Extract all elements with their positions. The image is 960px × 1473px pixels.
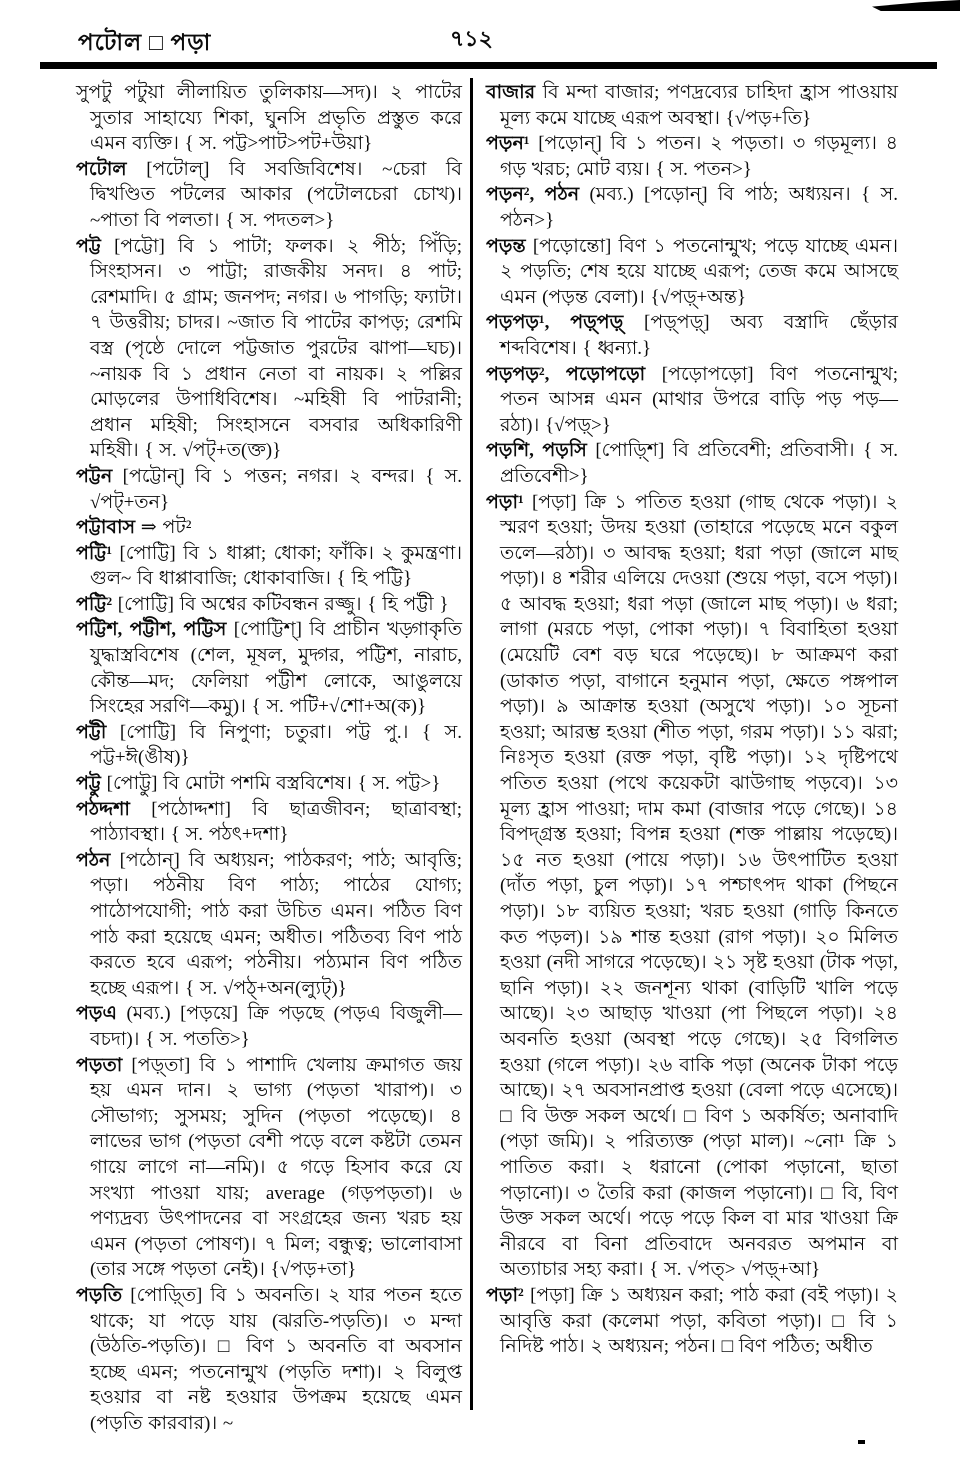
dictionary-entry — [76, 157, 462, 234]
entry-body: [পোট্টু] বি মোটা পশমি বস্ত্রবিশেষ। { স. পট্ট>} — [106, 773, 441, 795]
dictionary-entry — [486, 182, 898, 233]
entry-body: ⇒ পট² — [140, 517, 192, 539]
entry-headword: পট্টু — [76, 773, 101, 795]
scan-artifact-corner — [872, 0, 960, 11]
entry-headword: পড়ন¹ — [486, 133, 530, 155]
dictionary-entry — [486, 310, 898, 361]
entry-headword: পঠন — [76, 849, 111, 871]
entry-body: সুপটু পটুয়া লীলায়িত তুলিকায়—সদ)। ২ পাটের সুতার সাহায্যে শিকা, ঘুনসি প্রভৃতি প্রস্তুত করে এমন ব্যক্তি। { স. পট্ট>পাট>পট+উয়া} — [76, 82, 462, 155]
page-number: ৭১২ — [450, 26, 493, 51]
entry-body: [পড়া] ক্রি ১ অধ্যয়ন করা; পাঠ করা (বই পড়া)। ২ আবৃত্তি করা (কলেমা পড়া, কবিতা পড়া)। □ বি ১ নিদিষ্ট পাঠ। ২ অধ্যয়ন; পঠন। □ বিণ পঠিত; অধীত — [500, 1284, 898, 1358]
scan-artifact-speck — [858, 1440, 865, 1444]
entry-headword: পড়তা — [76, 1054, 123, 1076]
entry-headword: পড়পড়¹, পড়্পড়্ — [486, 312, 624, 334]
entry-body: (মব্য.) [পড়য়ে] ক্রি পড়ছে (পড়এ বিজুলী—বচদা)। { স. পততি>} — [90, 1003, 463, 1050]
entry-headword: পঠদ্দশা — [76, 798, 130, 820]
dictionary-entry — [76, 464, 462, 515]
entry-headword: পট্টিশ, পট্টীশ, পট্টিস — [76, 619, 227, 641]
entry-body: [পট্টো] বি ১ পাটা; ফলক। ২ পীঠ; পিঁড়ি; সিংহাসন। ৩ পাট্টা; রাজকীয় সনদ। ৪ পাট; রেশমাদি। ৫ গ্রাম; জনপদ; নগর। ৬ পাগড়ি; ফ্যাটা। ৭ উত্তরীয়; চাদর। ~জাত বি পাটের কাপড়; রেশমি বস্ত্র (পৃষ্ঠে দোলে পট্টজাত পুরটের ঝাপা—ঘচ)। ~নায়ক বি ১ প্রধান নেতা বা নায়ক। ২ পল্লির মোড়লের উপাধিবিশেষ। ~মহিষী বি পাটরানী; প্রধান মহিষী; সিংহাসনে বসবার অধিকারিণী মহিষী। { স. √পট্+ত(ক্ত)} — [90, 235, 462, 462]
right-column — [486, 80, 898, 1360]
entry-headword: পড়তি — [76, 1284, 123, 1306]
dictionary-entry — [486, 234, 898, 311]
entry-headword: পট্টাবাস — [76, 517, 136, 539]
dictionary-entry — [76, 797, 462, 848]
dictionary-entry — [486, 438, 898, 489]
running-head: পটোল □ পড়া — [78, 30, 212, 55]
dictionary-entry — [76, 541, 462, 592]
entry-body: [পড়োন্] বি ১ পতন। ২ পড়তা। ৩ গড়মূল্য। ৪ গড় খরচ; মোট ব্যয়। { স. পতন>} — [500, 133, 898, 180]
entry-headword: বাজার — [486, 82, 536, 103]
entry-body: [পড়োন্তো] বিণ ১ পতনোন্মুখ; পড়ে যাচ্ছে এমন। ২ পড়তি; শেষ হয়ে যাচ্ছে এরূপ; তেজ কমে আসছে এমন (পড়ন্ত বেলা)। {√পড়্+অন্ত} — [500, 235, 899, 308]
entry-body: [পোট্টি] বি নিপুণা; চতুরা। পট্ট পু.। { স. পট্ট+ঈ(ঙীষ)} — [90, 721, 462, 769]
left-column — [76, 80, 462, 1436]
entry-body: [পট্টোন্] বি ১ পত্তন; নগর। ২ বন্দর। { স. √পট্+তন} — [90, 465, 463, 513]
dictionary-entry — [486, 80, 898, 131]
entry-body: [পোট্টি] বি অশ্বের কটিবন্ধন রজ্জু। { হি পট্টী } — [117, 593, 449, 615]
dictionary-entry — [486, 1283, 898, 1360]
dictionary-entry — [76, 1001, 462, 1052]
entry-headword: পট্টি² — [76, 593, 113, 615]
entry-body: [পড়্তা] বি ১ পাশাদি খেলায় ক্রমাগত জয় হয় এমন দান। ২ ভাগ্য (পড়তা খারাপ)। ৩ সৌভাগ্য; সুসময়; সুদিন (পড়তা পড়েছে)। ৪ লাভের ভাগ (পড়তা বেশী পড়ে বলে কষ্টটা তেমন গায়ে লাগে না—নমি)। ৫ গড়ে হিসাব করে যে সংখ্যা পাওয়া যায়; average (গড়পড়তা)। ৬ পণ্যদ্রব্য উৎপাদনের বা সংগ্রহের জন্য খরচ হয় এমন (পড়তা পোষণ)। ৭ মিল; বন্ধুত্ব; ভালোবাসা (তার সঙ্গে পড়তা নেই)। {√পড়+তা} — [90, 1054, 462, 1281]
entry-body: [পঠোন্] বি অধ্যয়ন; পাঠকরণ; পাঠ; আবৃত্তি; পড়া। পঠনীয় বিণ পাঠ্য; পাঠের যোগ্য; পাঠোপযোগী; পাঠ করা উচিত এমন। পঠিত বিণ পাঠ করা হয়েছে এমন; অধীত। পঠিতব্য বিণ পাঠ করতে হবে এরূপ; পঠনীয়। পঠ্যমান বিণ পঠিত হচ্ছে এরূপ। { স. √পঠ্+অন(ল্যুট্)} — [90, 849, 462, 999]
entry-body: (মব্য.) [পড়োন্] বি পাঠ; অধ্যয়ন। { স. পঠন>} — [500, 184, 898, 231]
entry-headword: পড়া¹ — [486, 491, 524, 513]
entry-body: [পড়োপড়ো] বিণ পতনোন্মুখ; পতন আসন্ন এমন (মাথার উপরে বাড়ি পড় পড়—রঠা)। {√পড়্>} — [500, 363, 899, 436]
dictionary-entry — [76, 771, 462, 797]
dictionary-entry — [76, 1053, 462, 1283]
header-rule — [40, 62, 937, 69]
entry-headword: পটোল — [76, 158, 127, 180]
dictionary-entry — [76, 617, 462, 719]
entry-headword: পড়ন², পঠন — [486, 184, 580, 206]
dictionary-entry — [486, 131, 898, 182]
dictionary-entry — [76, 592, 462, 618]
entry-body: [পোট্টিশ্] বি প্রাচীন খড়্গাকৃতি যুদ্ধাস্ত্রবিশেষ (শেল, মূষল, মুদ্গর, পট্টিশ, নারাচ, কৌন্ত—মদ; ফেলিয়া পট্টীশ লোকে, আঙুলয়ে সিংহের সরণি—কমু)। { স. পটি+√শো+অ(ক)} — [90, 619, 463, 718]
entry-headword: পড়পড়², পড়োপড়ো — [486, 363, 646, 385]
entry-headword: পড়এ — [76, 1003, 117, 1025]
entry-body: [পটোল্] বি সবজিবিশেষ। ~চেরা বি দ্বিখণ্ডিত পটলের আকার (পটোলচেরা চোখ)। ~পাতা বি পলতা। { স. পদতল>} — [90, 158, 462, 231]
entry-body: [পড়্পড়্] অব্য বস্ত্রাদি ছেঁড়ার শব্দবিশেষ। { ধ্বন্যা.} — [500, 312, 899, 359]
entry-body: [পোড়্তি] বি ১ অবনতি। ২ যার পতন হতে থাকে; যা পড়ে যায় (ঝরতি-পড়তি)। ৩ মন্দা (উঠতি-পড়তি)। □ বিণ ১ অবনতি বা অবসান হচ্ছে এমন; পতনোন্মুখ (পড়তি দশা)। ২ বিলুপ্ত হওয়ার বা নষ্ট হওয়ার উপক্রম হয়েছে এমন (পড়তি কারবার)। ~ — [90, 1284, 462, 1434]
entry-headword: পড়ন্ত — [486, 235, 526, 257]
dictionary-entry — [76, 515, 462, 541]
dictionary-entry — [76, 848, 462, 1002]
entry-headword: পড়শি, পড়সি — [486, 440, 587, 462]
entry-body: [পড়া] ক্রি ১ পতিত হওয়া (গাছ থেকে পড়া)। ২ স্মরণ হওয়া; উদয় হওয়া (তাহারে পড়েছে মনে বকুল তলে—রঠা)। ৩ আবদ্ধ হওয়া; ধরা পড়া (জালে মাছ পড়া)। ৪ শরীর এলিয়ে দেওয়া (শুয়ে পড়া, বসে পড়া)। ৫ আবদ্ধ হওয়া; ধরা পড়া (জালে মাছ পড়া)। ৬ ধরা; লাগা (মরচে পড়া, পোকা পড়া)। ৭ বিবাহিতা হওয়া (মেয়েটি বেশ বড় ঘরে পড়েছে)। ৮ আক্রমণ করা (ডাকাত পড়া, বাগানে হনুমান পড়া, ক্ষেতে পঙ্গপাল পড়া)। ৯ আক্রান্ত হওয়া (অসুখে পড়া)। ১০ সূচনা হওয়া; আরম্ভ হওয়া (শীত পড়া, গরম পড়া)। ১১ ঝরা; নিঃসৃত হওয়া (রক্ত পড়া, বৃষ্টি পড়া)। ১২ দৃষ্টিপথে পতিত হওয়া (পথে কয়েকটা ঝাউগাছ পড়বে)। ১৩ মূল্য হ্রাস পাওয়া; দাম কমা (বাজার পড়ে গেছে)। ১৪ বিপদ্গ্রস্ত হওয়া; বিপন্ন হওয়া (শক্ত পাল্লায় পড়েছে)। ১৫ নত হওয়া (পায়ে পড়া)। ১৬ উৎপাটিত হওয়া (দাঁত পড়া, চুল পড়া)। ১৭ পশ্চাৎপদ থাকা (পিছনে পড়া)। ১৮ ব্যয়িত হওয়া; খরচ হওয়া (গাড়ি কিনতে কত পড়ল)। ১৯ শান্ত হওয়া (রাগ পড়া)। ২০ মিলিত হওয়া (নদী সাগরে পড়েছে)। ২১ সৃষ্ট হওয়া (টাক পড়া, ছানি পড়া)। ২২ জনশূন্য থাকা (বাড়িটি খালি পড়ে আছে)। ২৩ আছাড় খাওয়া (পা পিছলে পড়া)। ২৪ অবনতি হওয়া (অবস্থা পড়ে গেছে)। ২৫ বিগলিত হওয়া (গলে পড়া)। ২৬ বাকি পড়া (অনেক টাকা পড়ে আছে)। ২৭ অবসানপ্রাপ্ত হওয়া (বেলা পড়ে এসেছে)। □ বি উক্ত সকল অর্থে। □ বিণ ১ অকর্ষিত; অনাবাদি (পড়া জমি)। ২ পরিত্যক্ত (পড়া মাল)। ~নো¹ ক্রি ১ পাতিত করা। ২ ধরানো (পোকা পড়ানো, ছাতা পড়ানো)। ৩ তৈরি করা (কাজল পড়ানো)। □ বি, বিণ উক্ত সকল অর্থে। পড়ে পড়ে কিল বা মার খাওয়া ক্রি নীরবে বা বিনা প্রতিবাদে অনবরত অপমান বা অত্যাচার সহ্য করা। { স. √পত্> √পড়্+আ} — [500, 491, 899, 1281]
entry-headword: পট্টী — [76, 721, 107, 743]
entry-body: [পঠোদ্দশা] বি ছাত্রজীবন; ছাত্রাবস্থা; পাঠ্যাবস্থা। { স. পঠৎ+দশা} — [90, 798, 463, 846]
entry-body: [পোট্টি] বি ১ ধাপ্পা; ধোকা; ফাঁকি। ২ কুমন্ত্রণা। গুল~ বি ধাপ্পাবাজি; ধোকাবাজি। { হি পট্টি} — [90, 542, 463, 590]
dictionary-entry — [76, 234, 462, 464]
entry-headword: পট্ট — [76, 235, 101, 257]
column-divider — [470, 78, 473, 1410]
entry-headword: পট্টি¹ — [76, 542, 113, 564]
entry-headword: পট্টন — [76, 465, 113, 487]
dictionary-entry — [76, 1283, 462, 1437]
dictionary-entry — [76, 720, 462, 771]
entry-body: [পোড়্শি] বি প্রতিবেশী; প্রতিবাসী। { স. প্রতিবেশী>} — [500, 440, 898, 487]
dictionary-entry — [76, 80, 462, 157]
entry-headword: পড়া² — [486, 1284, 524, 1306]
dictionary-entry — [486, 490, 898, 1283]
dictionary-entry — [486, 362, 898, 439]
entry-body: বি মন্দা বাজার; পণদ্রব্যের চাহিদা হ্রাস পাওয়ায় মূল্য কমে যাচ্ছে এরূপ অবস্থা। {√পড়+তি} — [500, 82, 898, 129]
